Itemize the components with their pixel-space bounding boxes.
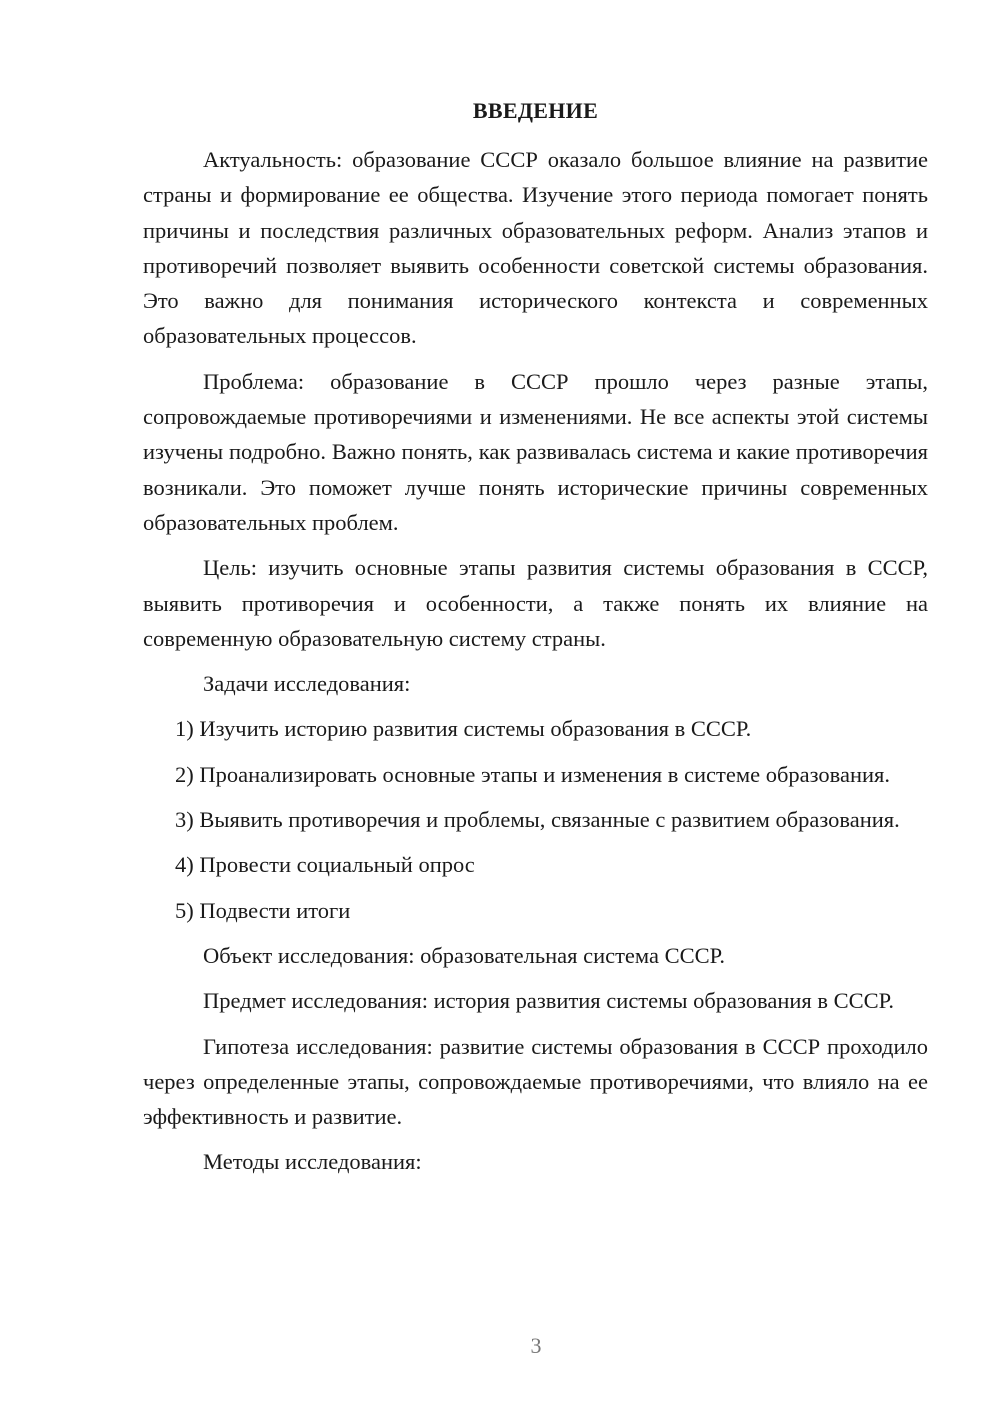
paragraph-problem: Проблема: образование в СССР прошло через разные этапы, сопровождаемые противоречиями и изменениями. Не все аспекты этой системы изучены подробно. Важно понять, как развивалась система и какие противоречия возникали. Это поможет лучше понять исторические причины современных образовательных проблем. xyxy=(143,368,928,535)
task-item: 4) Провести социальный опрос xyxy=(175,852,475,878)
tasks-heading: Задачи исследования: xyxy=(203,671,411,697)
task-item: 2) Проанализировать основные этапы и изменения в системе образования. xyxy=(175,761,891,787)
paragraph-relevance: Актуальность: образование СССР оказало большое влияние на развитие страны и формирование ее общества. Изучение этого периода помогает понять причины и последствия различных образовательных реформ. Анализ этапов и противоречий позволяет выявить особенности советской системы образования. Это важно для понимания исторического контекста и современных образовательных процессов. xyxy=(143,147,928,349)
page-number: 3 xyxy=(530,1333,542,1358)
paragraph-subject: Предмет исследования: история развития системы образования в СССР. xyxy=(203,988,895,1014)
task-item: 1) Изучить историю развития системы образования в СССР. xyxy=(175,716,752,742)
document-body xyxy=(143,142,928,1190)
paragraph-hypothesis: Гипотеза исследования: развитие системы образования в СССР проходило через определенные этапы, сопровождаемые противоречиями, что влияло на ее эффективность и развитие. xyxy=(143,1033,928,1130)
methods-heading: Методы исследования: xyxy=(203,1149,422,1175)
paragraph-object: Объект исследования: образовательная система СССР. xyxy=(203,942,725,968)
paragraph-goal: Цель: изучить основные этапы развития системы образования в СССР, выявить противоречия и особенности, а также понять их влияние на современную образовательную систему страны. xyxy=(143,555,928,651)
task-item: 5) Подвести итоги xyxy=(175,897,351,923)
section-title: ВВЕДЕНИЕ xyxy=(472,98,599,123)
task-item: 3) Выявить противоречия и проблемы, связанные с развитием образования. xyxy=(175,807,900,833)
